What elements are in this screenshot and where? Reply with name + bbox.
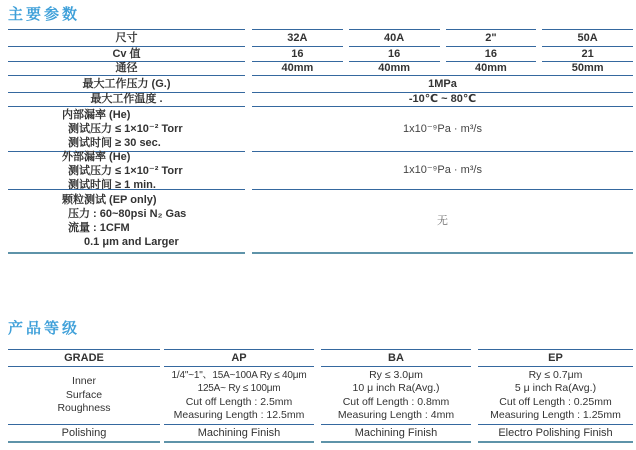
product-grade-table: [8, 349, 633, 443]
roughness-label-line3: Roughness: [57, 402, 111, 415]
roughness-ep-line3: Cut off Length : 0.25mm: [499, 395, 612, 408]
bore-2in: 40mm: [446, 61, 537, 75]
polishing-ap: Machining Finish: [164, 424, 314, 443]
bore-values: [252, 61, 633, 75]
max-temp-label: 最大工作温度 .: [8, 92, 245, 106]
polishing-ep: Electro Polishing Finish: [478, 424, 633, 443]
particle-test-value: 无: [252, 189, 633, 254]
roughness-ep-line2: 5 μ inch Ra(Avg.): [514, 382, 597, 394]
internal-leak-value: 1x10⁻⁹Pa · m³/s: [252, 106, 633, 151]
external-leak-value: 1x10⁻⁹Pa · m³/s: [252, 151, 633, 189]
table-row-internal-leak: [8, 106, 633, 151]
roughness-ep-line4: Measuring Length : 1.25mm: [490, 409, 621, 421]
cv-50a: 21: [542, 46, 633, 61]
table-row-max-temp: [8, 92, 633, 106]
ep-header: EP: [478, 349, 633, 366]
bore-label: 通径: [8, 61, 245, 75]
max-pressure-label: 最大工作压力 (G.): [8, 75, 245, 92]
roughness-ba-line1: Ry ≤ 3.0μm: [369, 368, 423, 381]
roughness-ba-cell: [321, 366, 471, 424]
cv-label: Cv 值: [8, 46, 245, 61]
table-row-bore: [8, 61, 633, 75]
particle-test-label: [8, 189, 245, 254]
bore-32a: 40mm: [252, 61, 343, 75]
internal-leak-pressure: 测试压力 ≤ 1×10⁻² Torr: [68, 123, 183, 135]
main-parameters-table: [8, 29, 633, 254]
ap-header: AP: [164, 349, 314, 366]
roughness-ap-line2: 125A~ Ry ≤ 100μm: [197, 383, 281, 394]
ba-header: BA: [321, 349, 471, 366]
roughness-ba-line4: Measuring Length : 4mm: [337, 409, 455, 421]
roughness-ba-line3: Cut off Length : 0.8mm: [342, 395, 450, 408]
internal-leak-label: [8, 106, 245, 151]
size-values: [252, 29, 633, 46]
size-label: 尺寸: [8, 29, 245, 46]
roughness-ap-line4: Measuring Length : 12.5mm: [173, 409, 305, 421]
particle-test-flow: 流量 : 1CFM: [68, 222, 130, 234]
size-40a: 40A: [349, 29, 440, 46]
table-row-cv: [8, 46, 633, 61]
particle-test-title: 颗粒测试 (EP only): [62, 194, 157, 206]
roughness-label-line2: Surface: [65, 388, 103, 401]
roughness-label: [8, 366, 160, 424]
roughness-ap-line1: 1/4"~1"、15A~100A Ry ≤ 40μm: [171, 369, 307, 381]
size-32a: 32A: [252, 29, 343, 46]
polishing-label: Polishing: [8, 424, 160, 443]
external-leak-label: [8, 151, 245, 189]
cv-40a: 16: [349, 46, 440, 61]
external-leak-time: 测试时间 ≥ 1 min.: [68, 178, 156, 191]
polishing-ba: Machining Finish: [321, 424, 471, 443]
cv-2in: 16: [446, 46, 537, 61]
external-leak-title: 外部漏率 (He): [62, 150, 131, 163]
size-50a: 50A: [542, 29, 633, 46]
table-row-max-pressure: [8, 75, 633, 92]
size-2in: 2": [446, 29, 537, 46]
grade-header-row: [8, 349, 633, 366]
external-leak-pressure: 测试压力 ≤ 1×10⁻² Torr: [68, 164, 183, 177]
bore-50a: 50mm: [542, 61, 633, 75]
roughness-label-line1: Inner: [72, 375, 96, 388]
roughness-ba-line2: 10 μ inch Ra(Avg.): [352, 382, 440, 394]
bore-40a: 40mm: [349, 61, 440, 75]
internal-leak-time: 测试时间 ≥ 30 sec.: [68, 137, 161, 149]
roughness-ep-line1: Ry ≤ 0.7μm: [528, 368, 583, 381]
table-row-particle-test: [8, 189, 633, 254]
table-row-size: [8, 29, 633, 46]
main-parameters-title: 主要参数: [8, 6, 81, 23]
grade-roughness-row: [8, 366, 633, 424]
grade-polishing-row: [8, 424, 633, 443]
max-pressure-value: 1MPa: [252, 75, 633, 92]
particle-test-pressure: 压力 : 60~80psi N₂ Gas: [68, 208, 187, 220]
product-grade-title: 产品等级: [8, 320, 81, 337]
cv-values: [252, 46, 633, 61]
internal-leak-title: 内部漏率 (He): [62, 109, 131, 121]
roughness-ap-line3: Cut off Length : 2.5mm: [185, 395, 293, 408]
cv-32a: 16: [252, 46, 343, 61]
max-temp-value: -10℃ ~ 80℃: [252, 92, 633, 106]
roughness-ap-cell: [164, 366, 314, 424]
particle-test-size: 0.1 μm and Larger: [84, 236, 179, 248]
roughness-ep-cell: [478, 366, 633, 424]
grade-header: GRADE: [8, 349, 160, 366]
table-row-external-leak: [8, 151, 633, 189]
